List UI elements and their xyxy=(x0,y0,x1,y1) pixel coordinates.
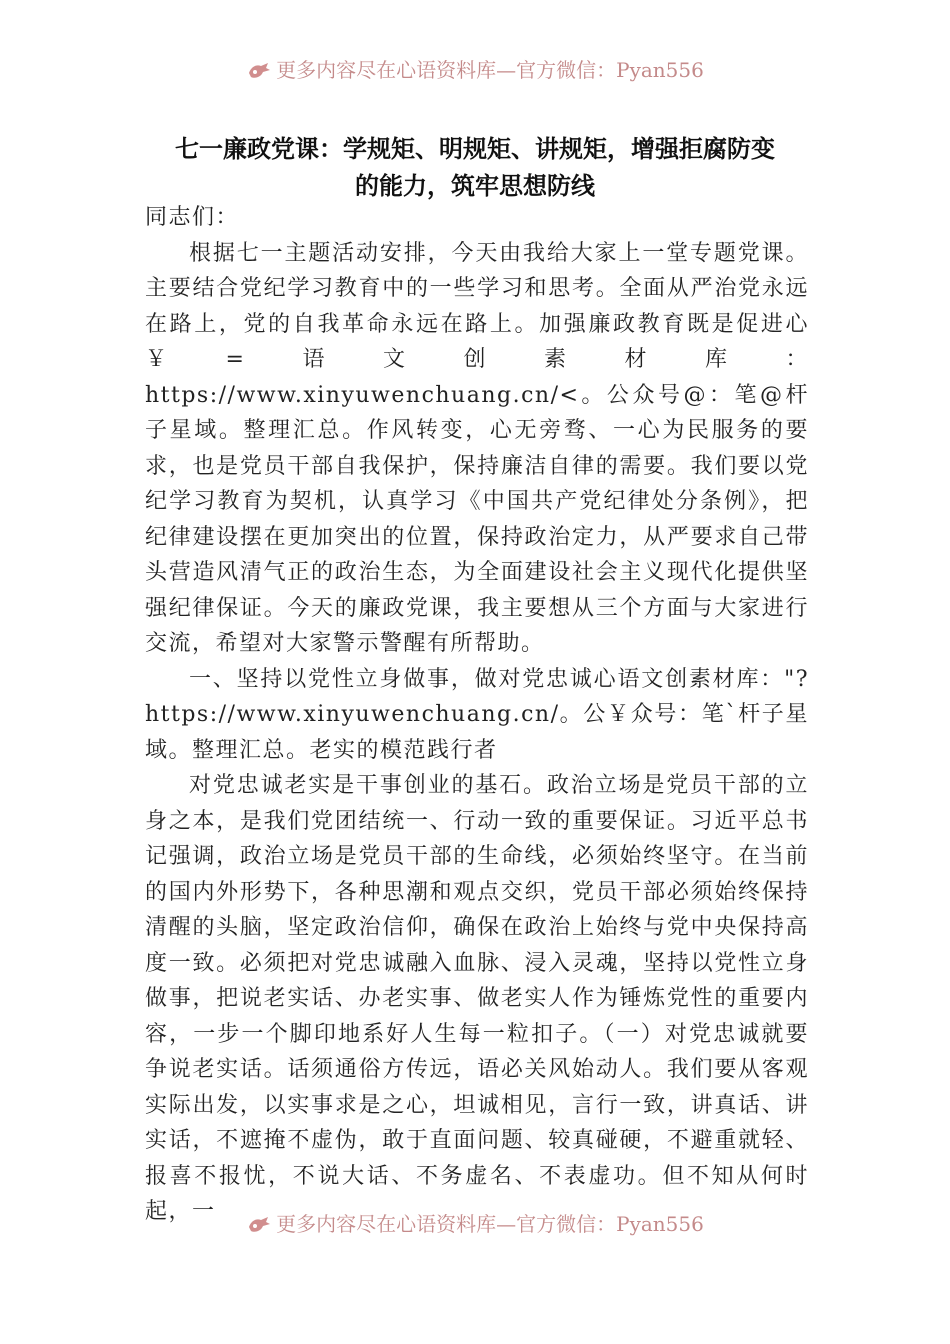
watermark-header xyxy=(0,56,950,84)
document-body xyxy=(145,200,809,1230)
paragraph-loyalty: 对党忠诚老实是干事创业的基石。政治立场是党员干部的立身之本，是我们党团结统一、行动一致的重要保证。习近平总书记强调，政治立场是党员干部的生命线，必须始终坚守。在当前的国内外形势下，各种思潮和观点交织，党员干部必须始终保持清醒的头脑，坚定政治信仰，确保在政治上始终与党中央保持高度一致。必须把对党忠诚融入血脉、浸入灵魂，坚持以党性立身做事，把说老实话、办老实事、做老实人作为锤炼党性的重要内容，一步一个脚印地系好人生每一粒扣子。（一）对党忠诚就要争说老实话。话须通俗方传远，语必关风始动人。我们要从客观实际出发，以实事求是之心，坦诚相见，言行一致，讲真话、讲实话，不遮掩不虚伪，敢于直面问题、较真碰硬，不避重就轻、报喜不报忧，不说大话、不务虚名、不表虚功。但不知从何时起，一 xyxy=(145,773,809,1224)
watermark-text: 更多内容尽在心语资料库—官方微信：Pyan556 xyxy=(276,58,704,82)
title-line-1: 七一廉政党课：学规矩、明规矩、讲规矩，增强拒腐防变 xyxy=(175,134,775,163)
title-line-2: 的能力，筑牢思想防线 xyxy=(355,171,595,200)
watermark-footer xyxy=(0,1210,950,1238)
hand-logo-icon xyxy=(246,1213,272,1235)
paragraph-intro: 根据七一主题活动安排，今天由我给大家上一堂专题党课。主要结合党纪学习教育中的一些学习和思考。全面从严治党永远在路上，党的自我革命永远在路上。加强廉政教育既是促进心￥=语文创素材库：https://www.xinyuwenchuang.cn/<。公众号@：笔@杆子星域。整理汇总。作风转变，心无旁骛、一心为民服务的要求，也是党员干部自我保护，保持廉洁自律的需要。我们要以党纪学习教育为契机，认真学习《中国共产党纪律处分条例》，把纪律建设摆在更加突出的位置，保持政治定力，从严要求自己带头营造风清气正的政治生态，为全面建设社会主义现代化提供坚强纪律保证。今天的廉政党课，我主要想从三个方面与大家进行交流，希望对大家警示警醒有所帮助。 xyxy=(145,240,809,656)
document-title xyxy=(140,130,810,204)
salutation: 同志们： xyxy=(145,205,240,230)
section-heading-1: 一、坚持以党性立身做事，做对党忠诚心语文创素材库："?https://www.xinyuwenchuang.cn/。公￥众号：笔`杆子星域。整理汇总。老实的模范践行者 xyxy=(145,666,809,763)
hand-logo-icon xyxy=(246,59,272,81)
watermark-text: 更多内容尽在心语资料库—官方微信：Pyan556 xyxy=(276,1212,704,1236)
